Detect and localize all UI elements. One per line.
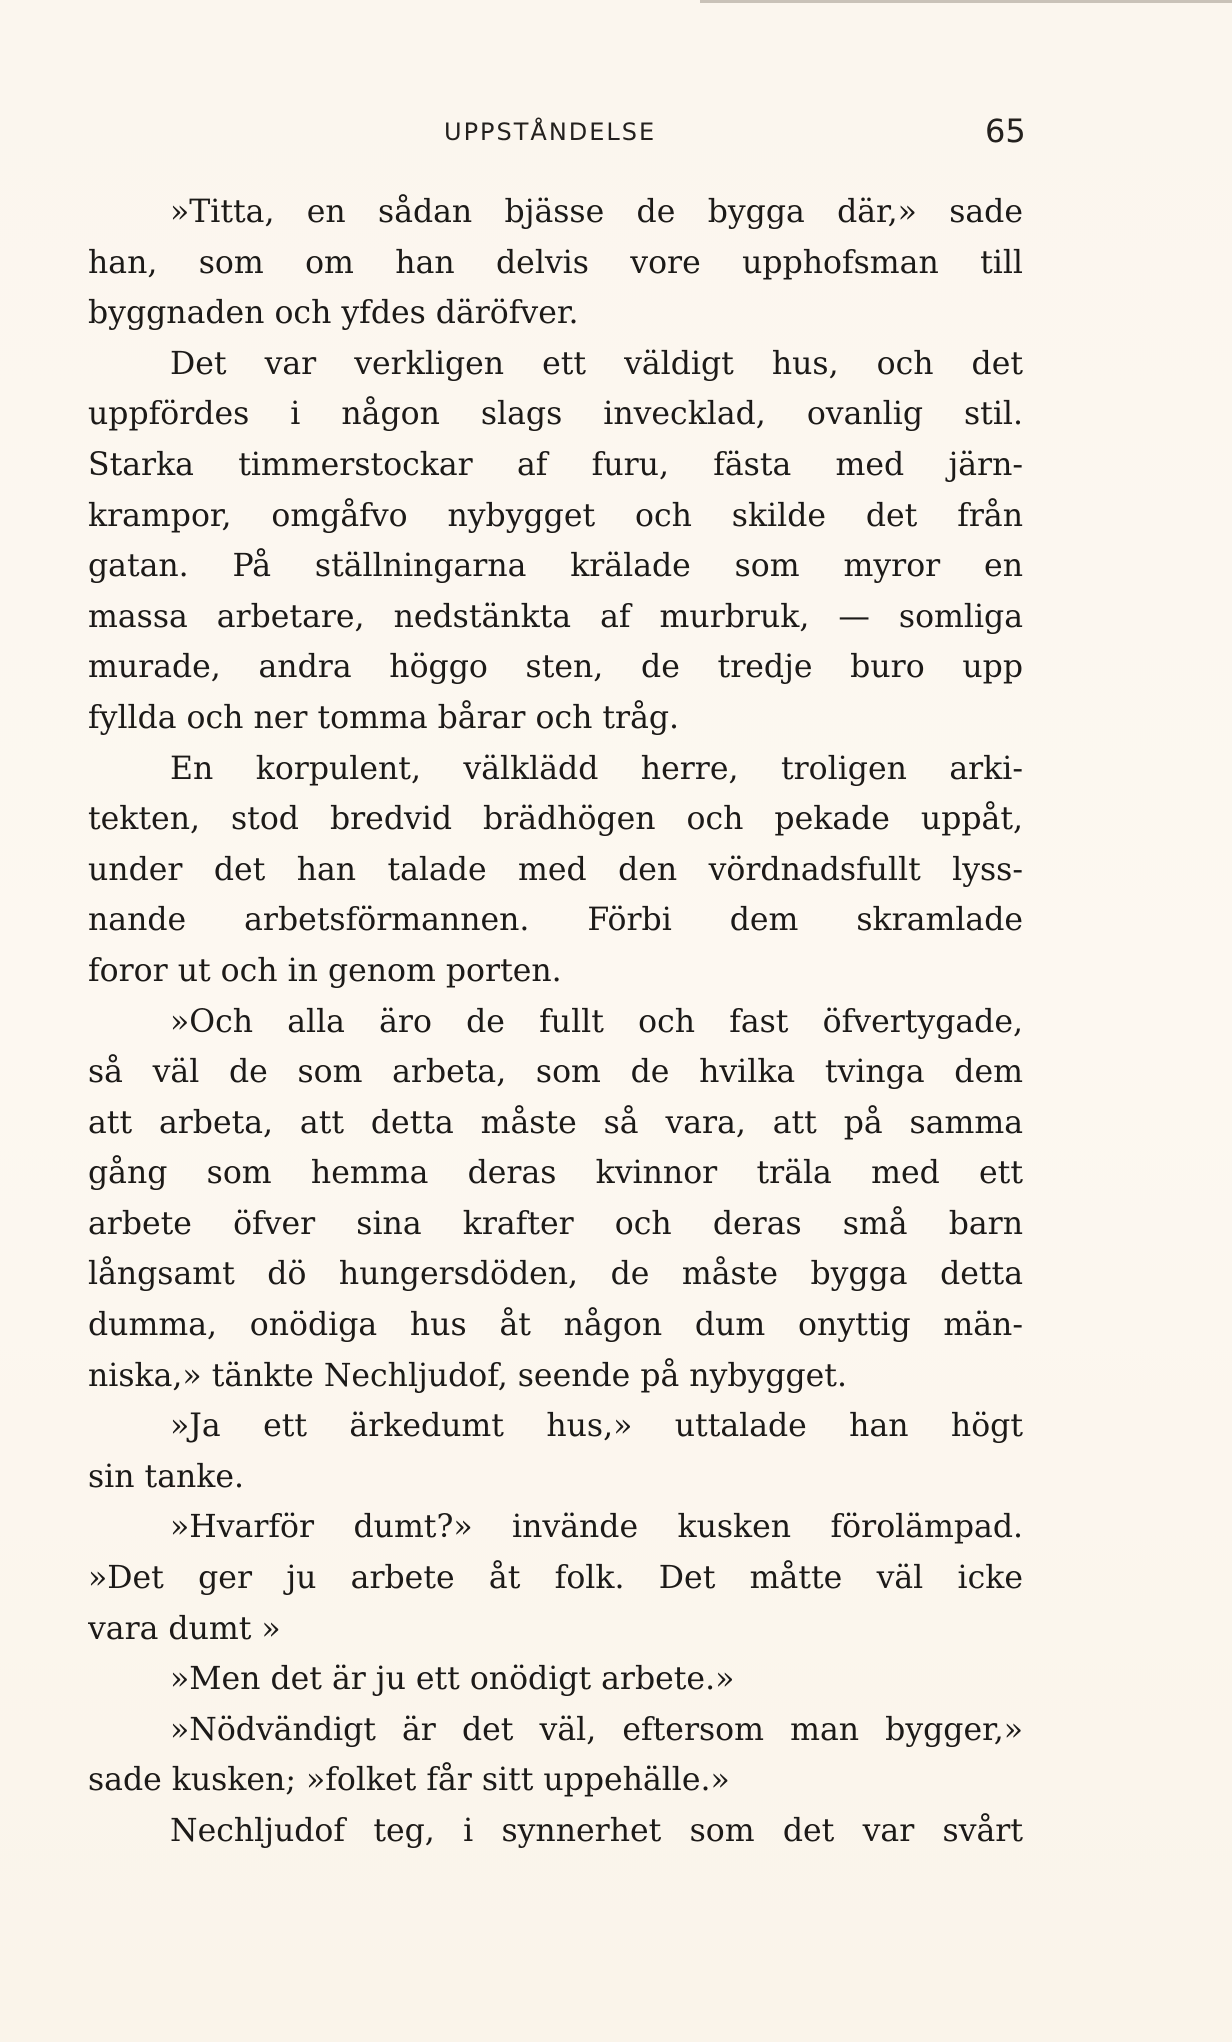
text-line: långsamt dö hungersdöden, de måste bygga detta — [88, 1256, 1023, 1293]
text-line: dumma, onödiga hus åt någon dum onyttig män- — [88, 1307, 1023, 1344]
text-line: att arbeta, att detta måste så vara, att på samma — [88, 1104, 1023, 1141]
text-line: »Och alla äro de fullt och fast öfvertygade, — [170, 1003, 1023, 1040]
text-line: »Nödvändigt är det väl, eftersom man bygger,» — [170, 1711, 1023, 1748]
running-title: UPPSTÅNDELSE — [444, 118, 657, 146]
running-header — [0, 112, 1232, 158]
text-line: byggnaden och yfdes däröfver. — [88, 295, 579, 332]
text-line: arbete öfver sina krafter och deras små barn — [88, 1205, 1023, 1242]
text-line: så väl de som arbeta, som de hvilka tvinga dem — [88, 1054, 1023, 1091]
text-line: gång som hemma deras kvinnor träla med ett — [88, 1155, 1023, 1192]
text-line: under det han talade med den vördnadsfullt lyss- — [88, 851, 1023, 888]
page-edge — [700, 0, 1232, 3]
text-line: »Hvarför dumt?» invände kusken förolämpad. — [170, 1509, 1023, 1546]
text-line: nande arbetsförmannen. Förbi dem skramlade — [88, 902, 1023, 939]
text-line: foror ut och in genom porten. — [88, 952, 562, 989]
text-line: Nechljudof teg, i synnerhet som det var svårt — [170, 1813, 1023, 1849]
text-line: murade, andra höggo sten, de tredje buro upp — [88, 649, 1023, 686]
text-line: uppfördes i någon slags invecklad, ovanlig stil. — [88, 396, 1023, 433]
text-line: gatan. På ställningarna krälade som myror en — [88, 548, 1023, 585]
text-line: »Ja ett ärkedumt hus,» uttalade han högt — [170, 1408, 1023, 1445]
text-line: »Det ger ju arbete åt folk. Det måtte väl icke — [88, 1560, 1023, 1597]
text-line: tekten, stod bredvid brädhögen och pekade uppåt, — [88, 801, 1023, 838]
text-line: fyllda och ner tomma bårar och tråg. — [88, 699, 680, 736]
text-line: Starka timmerstockar af furu, fästa med järn- — [88, 446, 1023, 483]
text-line: »Men det är ju ett onödigt arbete.» — [170, 1661, 735, 1698]
text-line: En korpulent, välklädd herre, troligen arki- — [170, 750, 1023, 787]
text-line: Det var verkligen ett väldigt hus, och det — [170, 345, 1023, 382]
text-line: sade kusken; »folket får sitt uppehälle.» — [88, 1762, 730, 1799]
text-line: massa arbetare, nedstänkta af murbruk, — somliga — [88, 598, 1023, 635]
text-line: krampor, omgåfvo nybygget och skilde det från — [88, 497, 1023, 534]
text-line: vara dumt » — [88, 1610, 281, 1647]
page-number: 65 — [985, 112, 1026, 150]
text-line: »Titta, en sådan bjässe de bygga där,» sade — [170, 194, 1023, 230]
text-line: niska,» tänkte Nechljudof, seende på nybygget. — [88, 1357, 847, 1394]
body-text — [88, 187, 1023, 1857]
text-line: han, som om han delvis vore upphofsman till — [88, 244, 1023, 281]
text-line: sin tanke. — [88, 1458, 245, 1495]
